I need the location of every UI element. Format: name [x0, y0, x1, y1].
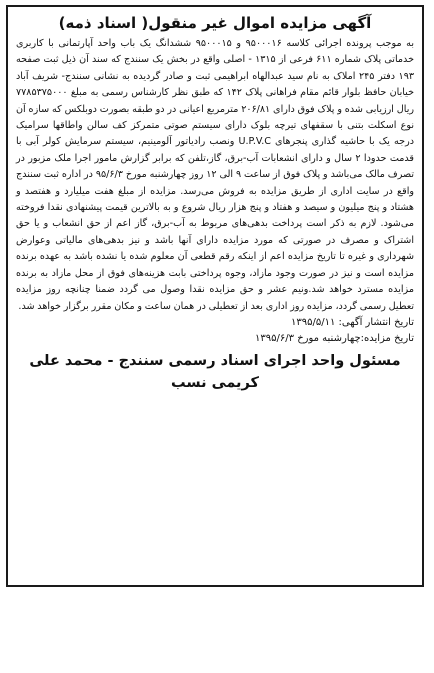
- signature: مسئول واحد اجرای اسناد رسمی سنندج - محمد علی کریمی نسب: [29, 352, 401, 391]
- auction-date: تاریخ مزایده:چهارشنبه مورخ ۱۳۹۵/۶/۳: [255, 332, 414, 344]
- auction-notice: [6, 5, 424, 587]
- publish-date: تاریخ انتشار آگهی: ۱۳۹۵/۵/۱۱: [290, 316, 414, 328]
- notice-title: آگهی مزایده اموال غیر منقول( اسناد ذمه): [58, 14, 372, 32]
- notice-body: به موجب پرونده اجرائی کلاسه ۹۵۰۰۰۱۶ و ۹۵۰۰۰۱۵ ششدانگ یک باب واحد آپارتمانی با کاربری خدماتی پلاک شماره ۶۱۱ فرعی از ۱۳۱۵ - اصلی واقع در بخش یک سنندج که سند آن ذیل ثبت صفحه ۱۹۳ دفتر ۲۴۵ املاک به نام سید عبدالهاه ابراهیمی ثبت و صادر گردیده به نشانی سنندج- شریف آباد خیابان حافظ بلوار قائم مقام فراهانی پلاک ۱۴۲ که طبق نظر کارشناس رسمی به مبلغ ۷۷۸۵۳۷۵۰۰۰ ریال ارزیابی شده و پلاک فوق دارای ۲۰۶/۸۱ مترمربع اعیانی در دو طبقه بصورت دوبلکس که سازه آن نوع اسکلت بتنی با سقفهای تیرچه بلوک دارای سیستم صوتی متمرکز کف سالن واطاقها سرامیک درجه یک با حاشیه گذاری پنجرهای U.P.V.C ونصب رادیاتور آلومینیم، سیستم سرمایش کولر آبی با قدمت حدودا ۲ سال و دارای انشعابات آب-برق، گاز،تلفن که برابر گزارش مامور اجرا ملک مزبور در تصرف مالک می‌باشد و پلاک فوق از ساعت ۹ الی ۱۲ روز چهارشنبه مورخ ۹۵/۶/۳ در اداره ثبت سنندج واقع در سایت اداری از طریق مزایده به فروش می‌رسد. مزایده از مبلغ هفت میلیارد و هفتصد و هشتاد و پنج میلیون و سیصد و هفتاد و پنج هزار ریال شروع و به بالاترین قیمت پیشنهادی نقدا فروخته می‌شود. لازم به ذکر است پرداخت بدهی‌های مربوط به آب-برق، گاز اعم از حق انشعاب و یا حق اشتراک و مصرف در صورتی که مورد مزایده دارای آنها باشد و نیز بدهی‌های مالیاتی وعوارض شهرداری و غیره تا تاریخ مزایده اعم از اینکه رقم قطعی آن معلوم شده یا نشده باشد به عهده برنده مزایده است و نیز در صورت وجود مازاد، وجوه پرداختی بابت هزینه‌های فوق از محل مازاد به برنده مزایده مسترد خواهد شد.ونیم عشر و حق مزایده نقدا وصول می گردد ضمنا چنانچه روز مزایده تعطیل رسمی گردد، مزایده روز اداری بعد از تعطیلی در همان ساعت و مکان مقرر برگزار خواهد شد.: [16, 38, 415, 312]
